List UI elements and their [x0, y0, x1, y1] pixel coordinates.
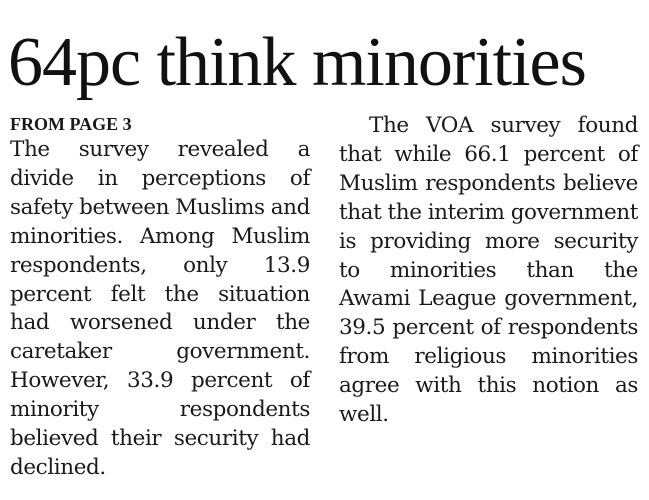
right-column [339, 112, 638, 430]
headline: 64pc think minorities [8, 24, 586, 101]
left-paragraph: The survey revealed a divide in perceptions of safety between Muslims and minorities. Among Muslim respondents, only 13.9 percent felt the situation had worsened under the caretaker government. However, 33.9 percent of minority respondents believed their security had declined. [10, 137, 310, 480]
left-column [10, 112, 310, 483]
right-paragraph: The VOA survey found that while 66.1 percent of Muslim respondents believe that the interim government is providing more security to minorities than the Awami League government, 39.5 percent of respondents from religious minorities agree with this notion as well. [339, 113, 638, 428]
continued-from-label: FROM PAGE 3 [10, 114, 132, 134]
